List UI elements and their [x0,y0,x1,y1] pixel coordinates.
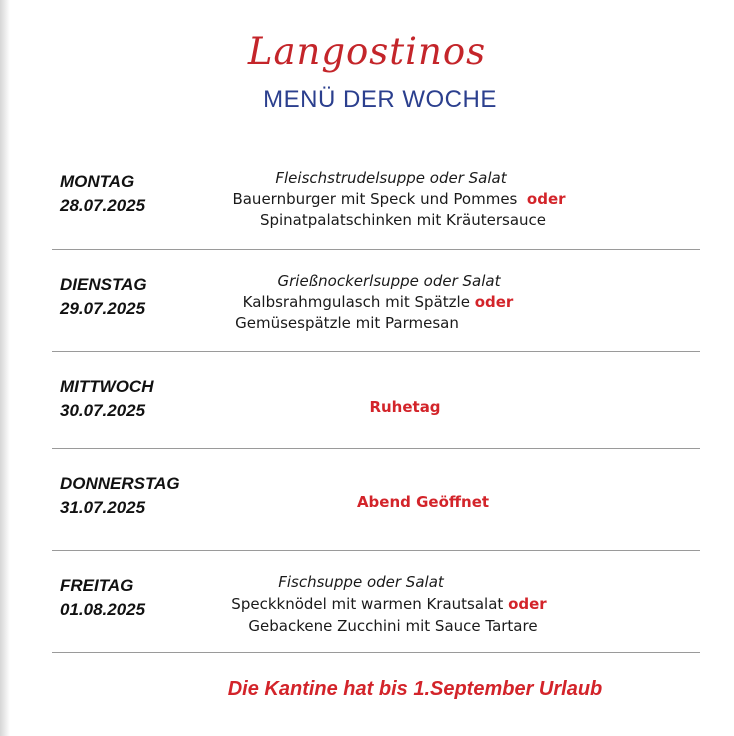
restaurant-logo-text: Langostinos [247,30,487,73]
main-dish-1: Bauernburger mit Speck und Pommes [232,190,518,208]
closed-notice: Ruhetag [369,398,441,416]
day-name: MITTWOCH [60,377,154,396]
day-date: 31.07.2025 [60,498,146,517]
main-dish-line [22,594,734,615]
day-name: MONTAG [60,172,135,191]
soup-line: Fischsuppe oder Salat [278,573,444,591]
day-date: 29.07.2025 [60,299,146,318]
main-dish-2: Spinatpalatschinken mit Kräutersauce [259,211,547,229]
divider [52,550,700,551]
divider [52,351,700,352]
main-dish-2: Gemüsespätzle mit Parmesan [235,314,459,332]
day-date: 28.07.2025 [60,196,146,215]
opening-notice: Abend Geöffnet [356,493,490,511]
main-dish-2: Gebackene Zucchini mit Sauce Tartare [248,617,538,635]
day-name: DONNERSTAG [60,474,180,493]
day-name: FREITAG [60,576,134,595]
day-date: 01.08.2025 [60,600,146,619]
main-dish-line [32,189,734,210]
divider [52,652,700,653]
divider [52,249,700,250]
or-word: oder [508,595,547,613]
soup-line: Grießnockerlsuppe oder Salat [277,272,501,290]
soup-line: Fleischstrudelsuppe oder Salat [275,169,507,187]
or-word: oder [474,293,514,311]
page-title: MENÜ DER WOCHE [263,86,497,113]
day-date: 30.07.2025 [60,401,146,420]
main-dish-1: Speckknödel mit warmen Krautsalat [231,595,504,613]
or-word: oder [526,190,566,208]
day-name: DIENSTAG [60,275,147,294]
vacation-notice: Die Kantine hat bis 1.September Urlaub [227,678,603,700]
main-dish-line [11,292,734,313]
divider [52,448,700,449]
main-dish-1: Kalbsrahmgulasch mit Spätzle [242,293,470,311]
